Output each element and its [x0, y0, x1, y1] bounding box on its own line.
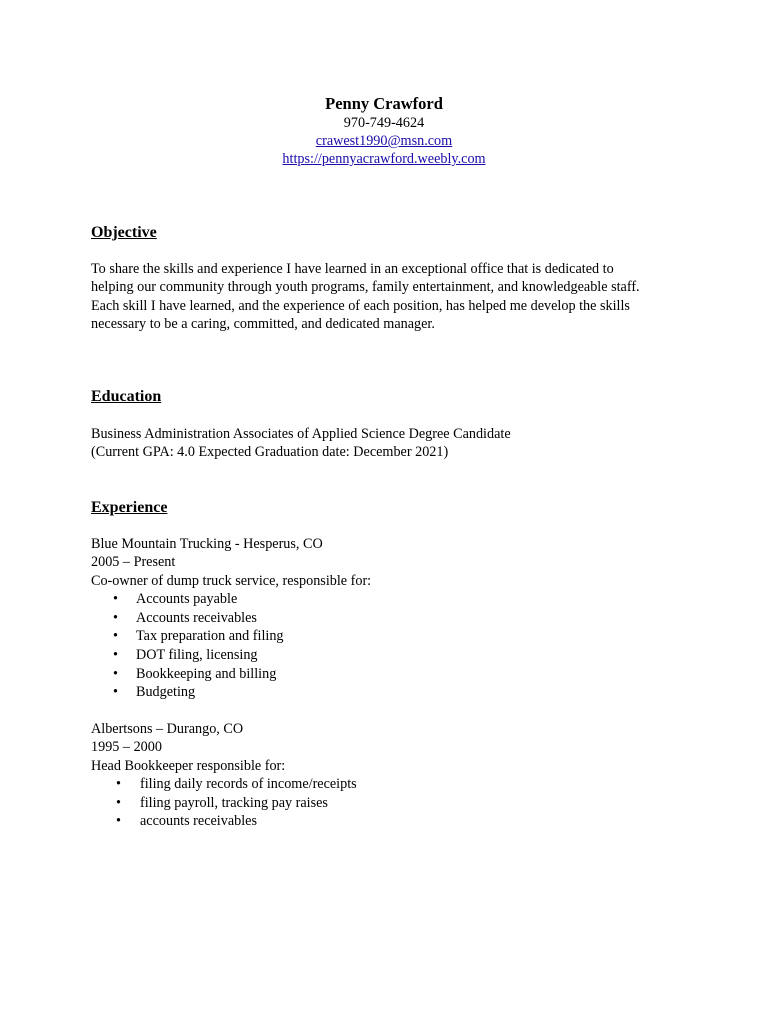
bullet-icon: •	[116, 794, 121, 811]
bullet-icon: •	[113, 684, 118, 701]
objective-line: Each skill I have learned, and the experience of each position, has helped me develop the skills	[91, 297, 630, 314]
job-employer: Albertsons – Durango, CO	[91, 721, 244, 737]
bullet-icon: •	[116, 813, 121, 830]
job-role: Head Bookkeeper responsible for:	[91, 757, 286, 774]
education-line: (Current GPA: 4.0 Expected Graduation date: December 2021)	[91, 444, 449, 461]
bullet-icon: •	[113, 628, 118, 645]
list-item: • Accounts receivables	[113, 609, 257, 626]
list-item: • filing payroll, tracking pay raises	[116, 794, 328, 811]
job-entry-blue-mountain	[91, 535, 691, 701]
list-item: • DOT filing, licensing	[113, 647, 258, 663]
bullet-icon: •	[113, 665, 118, 682]
objective-text	[91, 260, 691, 334]
job-role: Co-owner of dump truck service, responsible for:	[91, 572, 372, 589]
bullet-icon: •	[116, 776, 121, 793]
applicant-name: Penny Crawford	[325, 94, 443, 113]
objective-line: necessary to be a caring, committed, and dedicated manager.	[91, 316, 435, 333]
experience-heading: Experience	[91, 499, 168, 516]
bullet-icon: •	[113, 591, 118, 608]
objective-line: helping our community through youth programs, family entertainment, and knowledgeable staff.	[91, 279, 640, 296]
list-item: • Tax preparation and filing	[113, 628, 284, 645]
job-dates: 2005 – Present	[91, 554, 176, 571]
job-employer: Blue Mountain Trucking - Hesperus, CO	[91, 536, 323, 552]
education-line: Business Administration Associates of Applied Science Degree Candidate	[91, 426, 511, 442]
objective-heading: Objective	[91, 224, 157, 241]
objective-line: To share the skills and experience I have learned in an exceptional office that is dedicated to	[91, 261, 614, 277]
education-heading: Education	[91, 388, 162, 405]
list-item: • Budgeting	[113, 684, 196, 701]
list-item: • Accounts payable	[113, 591, 238, 608]
bullet-icon: •	[113, 609, 118, 626]
list-item: • Bookkeeping and billing	[113, 665, 277, 682]
list-item: • accounts receivables	[116, 813, 257, 830]
job-duties-list	[91, 590, 691, 701]
job-entry-albertsons	[91, 720, 691, 831]
website-link[interactable]: https://pennyacrawford.weebly.com	[282, 151, 486, 167]
resume-header	[0, 94, 768, 168]
list-item: • filing daily records of income/receipts	[116, 776, 357, 793]
job-dates: 1995 – 2000	[91, 739, 162, 756]
bullet-icon: •	[113, 647, 118, 663]
email-link[interactable]: crawest1990@msn.com	[315, 133, 453, 149]
education-text	[91, 425, 691, 462]
job-duties-list	[91, 775, 691, 831]
phone-number: 970-749-4624	[343, 115, 425, 131]
